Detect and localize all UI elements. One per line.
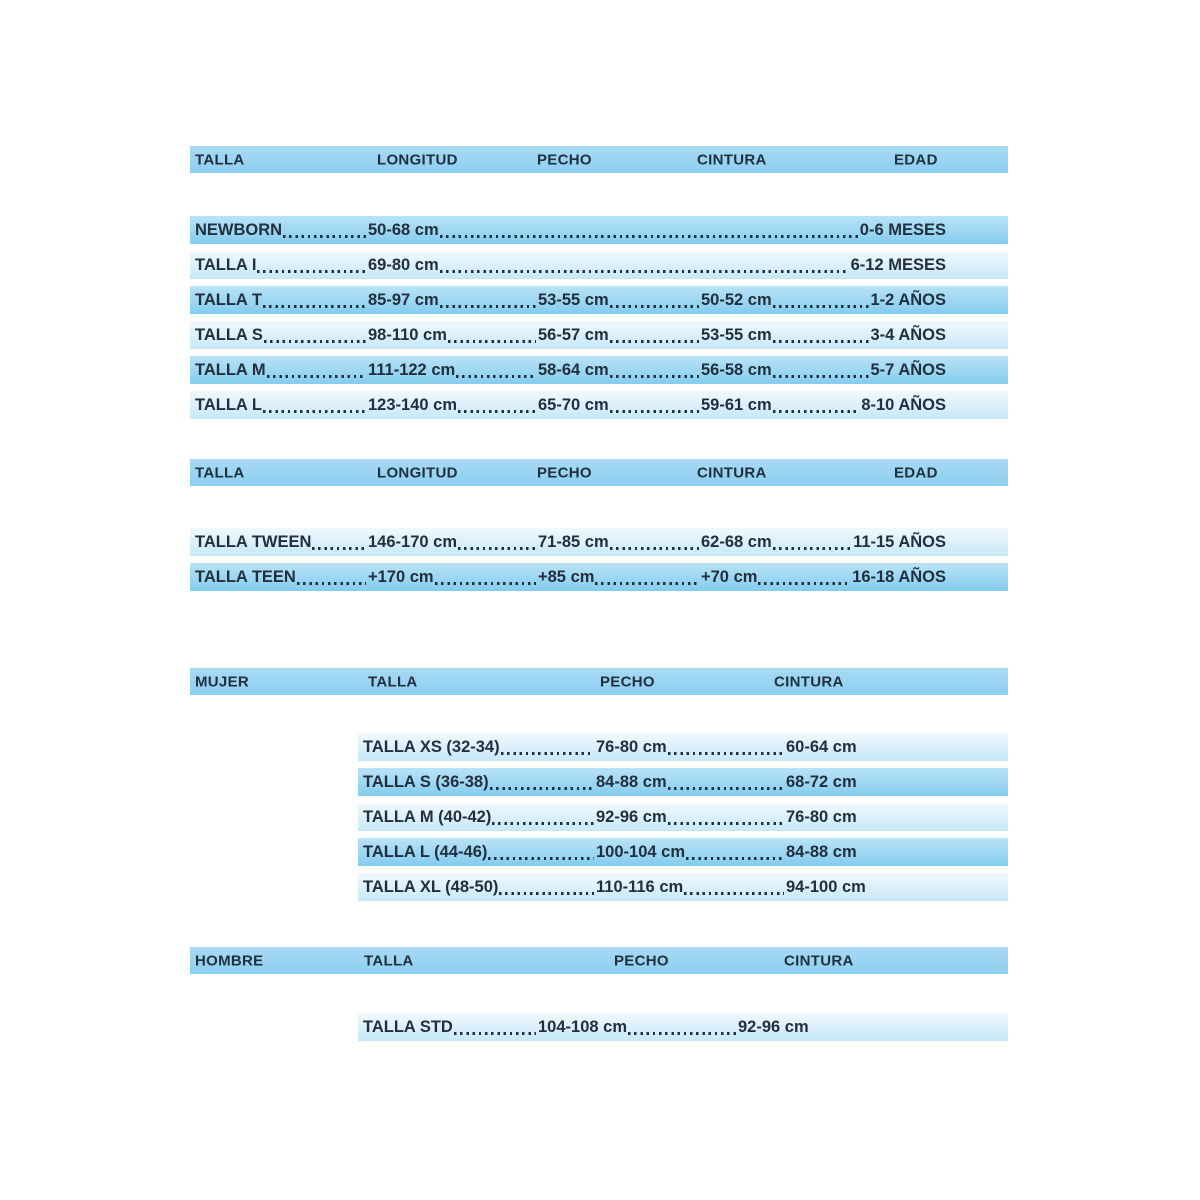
row-value-edad: 0-6 MESES: [859, 220, 946, 239]
row-value-edad: 8-10 AÑOS: [861, 395, 946, 414]
header-label-mujer: MUJER: [195, 673, 250, 690]
table-row: [190, 216, 1008, 244]
dot-leader: [610, 547, 699, 550]
table-row: [358, 733, 1008, 761]
dot-leader: [758, 582, 850, 585]
row-cintura-cell: [701, 528, 853, 556]
row-pecho-cell: [538, 321, 701, 349]
row-pecho-cell: [538, 563, 701, 591]
dot-leader: [773, 305, 869, 308]
header-label-talla: TALLA: [195, 464, 245, 481]
dot-leader: [501, 752, 594, 755]
table-header: [190, 947, 1008, 974]
row-longitud-cell: [368, 356, 538, 384]
row-pecho-cell: [538, 286, 701, 314]
row-value-longitud: 111-122 cm: [368, 360, 456, 379]
dot-leader: [488, 857, 594, 860]
row-value-edad: 1-2 AÑOS: [870, 290, 946, 309]
row-label-cell: [195, 528, 368, 556]
row-pecho-cell: [596, 768, 786, 796]
row-label: TALLA S: [195, 325, 263, 344]
row-value-pecho: 53-55 cm: [538, 290, 609, 309]
row-label-cell: [195, 563, 368, 591]
dot-leader: [440, 235, 858, 238]
table-row: [358, 768, 1008, 796]
header-label-talla: TALLA: [368, 673, 418, 690]
row-cintura-cell: [701, 563, 852, 591]
row-value-edad: 11-15 AÑOS: [853, 532, 946, 551]
table-rows: [190, 1013, 1008, 1041]
row-value-pecho: 110-116 cm: [596, 877, 684, 896]
row-value-pecho: 76-80 cm: [596, 737, 667, 756]
row-label: TALLA TEEN: [195, 567, 296, 586]
table-row: [190, 563, 1008, 591]
dot-leader: [264, 340, 366, 343]
row-value-pecho: 92-96 cm: [596, 807, 667, 826]
row-value-cintura: +70 cm: [701, 567, 758, 586]
row-label-cell: [195, 391, 368, 419]
row-label-cell: [363, 768, 596, 796]
row-value-longitud: 50-68 cm: [368, 220, 439, 239]
row-value-cintura: 62-68 cm: [701, 532, 772, 551]
row-cintura-cell: [701, 356, 871, 384]
row-label: NEWBORN: [195, 220, 283, 239]
table-row: [190, 286, 1008, 314]
row-label: TALLA I: [195, 255, 257, 274]
row-value-longitud: 98-110 cm: [368, 325, 447, 344]
dot-leader: [668, 787, 784, 790]
row-label: TALLA TWEEN: [195, 532, 312, 551]
table-mujer-sizes: [190, 668, 1008, 901]
table-row: [358, 1013, 1008, 1041]
row-pecho-cell: [596, 838, 786, 866]
header-label-pecho: PECHO: [614, 952, 669, 969]
row-label: TALLA M: [195, 360, 266, 379]
row-pecho-cell: [538, 528, 701, 556]
dot-leader: [773, 547, 851, 550]
row-label-cell: [195, 321, 368, 349]
dot-leader: [610, 410, 699, 413]
row-value-pecho: 71-85 cm: [538, 532, 609, 551]
dot-leader: [312, 547, 366, 550]
dot-leader: [668, 822, 784, 825]
row-longitud-cell: [368, 321, 538, 349]
row-label-cell: [363, 733, 596, 761]
row-pecho-cell: [538, 356, 701, 384]
row-label-cell: [363, 803, 596, 831]
row-pecho-cell: [596, 733, 786, 761]
row-value-pecho: 84-88 cm: [596, 772, 667, 791]
dot-leader: [773, 375, 869, 378]
table-rows: [190, 733, 1008, 901]
row-cintura-cell: [701, 321, 871, 349]
header-label-pecho: PECHO: [537, 464, 592, 481]
dot-leader: [458, 547, 536, 550]
row-value-cintura: 84-88 cm: [786, 842, 857, 861]
header-label-cintura: CINTURA: [774, 673, 844, 690]
row-label-cell: [363, 838, 596, 866]
row-value-pecho: +85 cm: [538, 567, 595, 586]
row-value-pecho: 58-64 cm: [538, 360, 609, 379]
header-label-longitud: LONGITUD: [377, 151, 458, 168]
table-hombre-sizes: [190, 947, 1008, 1041]
row-value-cintura: 92-96 cm: [738, 1017, 809, 1036]
dot-leader: [686, 857, 784, 860]
row-value-edad: 16-18 AÑOS: [852, 567, 946, 586]
table-row: [190, 251, 1008, 279]
dot-leader: [668, 752, 784, 755]
row-label-cell: [363, 1013, 538, 1041]
dot-leader: [773, 340, 869, 343]
row-label: TALLA M (40-42): [363, 807, 492, 826]
row-pecho-cell: [538, 391, 701, 419]
header-label-cintura: CINTURA: [784, 952, 854, 969]
header-label-cintura: CINTURA: [697, 464, 767, 481]
table-row: [358, 838, 1008, 866]
row-pecho-cell: [596, 873, 786, 901]
row-label-cell: [363, 873, 596, 901]
row-value-cintura: 76-80 cm: [786, 807, 857, 826]
row-pecho-cell: [538, 1013, 738, 1041]
row-value-pecho: 104-108 cm: [538, 1017, 627, 1036]
dot-leader: [454, 1032, 536, 1035]
dot-leader: [610, 305, 699, 308]
table-rows: [190, 216, 1008, 419]
dot-leader: [267, 375, 366, 378]
row-value-pecho: 65-70 cm: [538, 395, 609, 414]
row-label: TALLA L (44-46): [363, 842, 488, 861]
table-row: [190, 528, 1008, 556]
header-label-edad: EDAD: [894, 464, 938, 481]
row-label: TALLA L: [195, 395, 262, 414]
row-longitud-cell: [368, 563, 538, 591]
dot-leader: [595, 582, 699, 585]
row-value-cintura: 56-58 cm: [701, 360, 772, 379]
dot-leader: [283, 235, 366, 238]
table-row: [190, 391, 1008, 419]
dot-leader: [448, 340, 536, 343]
row-label: TALLA XL (48-50): [363, 877, 499, 896]
row-value-cintura: 68-72 cm: [786, 772, 857, 791]
row-value-edad: 3-4 AÑOS: [870, 325, 946, 344]
row-value-cintura: 53-55 cm: [701, 325, 772, 344]
row-value-longitud: 85-97 cm: [368, 290, 439, 309]
row-pecho-cell: [596, 803, 786, 831]
dot-leader: [456, 375, 536, 378]
dot-leader: [435, 582, 536, 585]
dot-leader: [773, 410, 860, 413]
header-label-longitud: LONGITUD: [377, 464, 458, 481]
dot-leader: [610, 340, 699, 343]
row-value-cintura: 94-100 cm: [786, 877, 866, 896]
dot-leader: [458, 410, 536, 413]
dot-leader: [490, 787, 594, 790]
header-label-edad: EDAD: [894, 151, 938, 168]
table-header: [190, 459, 1008, 486]
row-cintura-cell: [701, 286, 871, 314]
row-longitud-cell: [368, 286, 538, 314]
row-value-pecho: 56-57 cm: [538, 325, 609, 344]
header-label-talla: TALLA: [364, 952, 414, 969]
row-value-cintura: 50-52 cm: [701, 290, 772, 309]
row-label: TALLA S (36-38): [363, 772, 489, 791]
row-label-cell: [195, 216, 368, 244]
row-longitud-cell: [368, 391, 538, 419]
dot-leader: [257, 270, 366, 273]
row-longitud-cell: [368, 528, 538, 556]
row-value-longitud: 146-170 cm: [368, 532, 457, 551]
dot-leader: [499, 892, 594, 895]
row-label-cell: [195, 251, 368, 279]
header-label-pecho: PECHO: [537, 151, 592, 168]
table-rows: [190, 528, 1008, 591]
dot-leader: [440, 270, 849, 273]
dot-leader: [263, 410, 366, 413]
row-longitud-cell: [368, 216, 860, 244]
header-label-pecho: PECHO: [600, 673, 655, 690]
dot-leader: [263, 305, 366, 308]
row-label: TALLA T: [195, 290, 262, 309]
dot-leader: [628, 1032, 736, 1035]
header-label-cintura: CINTURA: [697, 151, 767, 168]
table-row: [358, 803, 1008, 831]
row-value-edad: 6-12 MESES: [850, 255, 946, 274]
row-value-longitud: 123-140 cm: [368, 395, 457, 414]
row-cintura-cell: [701, 391, 861, 419]
row-value-longitud: 69-80 cm: [368, 255, 439, 274]
row-longitud-cell: [368, 251, 851, 279]
table-row: [190, 321, 1008, 349]
table-header: [190, 668, 1008, 695]
row-value-pecho: 100-104 cm: [596, 842, 685, 861]
header-label-hombre: HOMBRE: [195, 952, 264, 969]
table-row: [358, 873, 1008, 901]
dot-leader: [440, 305, 536, 308]
dot-leader: [492, 822, 594, 825]
row-label: TALLA XS (32-34): [363, 737, 500, 756]
header-label-talla: TALLA: [195, 151, 245, 168]
table-header: [190, 146, 1008, 173]
row-value-edad: 5-7 AÑOS: [870, 360, 946, 379]
row-label-cell: [195, 286, 368, 314]
table-kids-sizes: [190, 146, 1008, 419]
table-tween-teen-sizes: [190, 459, 1008, 591]
dot-leader: [297, 582, 366, 585]
row-label: TALLA STD: [363, 1017, 453, 1036]
dot-leader: [610, 375, 699, 378]
row-value-cintura: 60-64 cm: [786, 737, 857, 756]
table-row: [190, 356, 1008, 384]
row-label-cell: [195, 356, 368, 384]
dot-leader: [684, 892, 784, 895]
row-value-cintura: 59-61 cm: [701, 395, 772, 414]
row-value-longitud: +170 cm: [368, 567, 434, 586]
